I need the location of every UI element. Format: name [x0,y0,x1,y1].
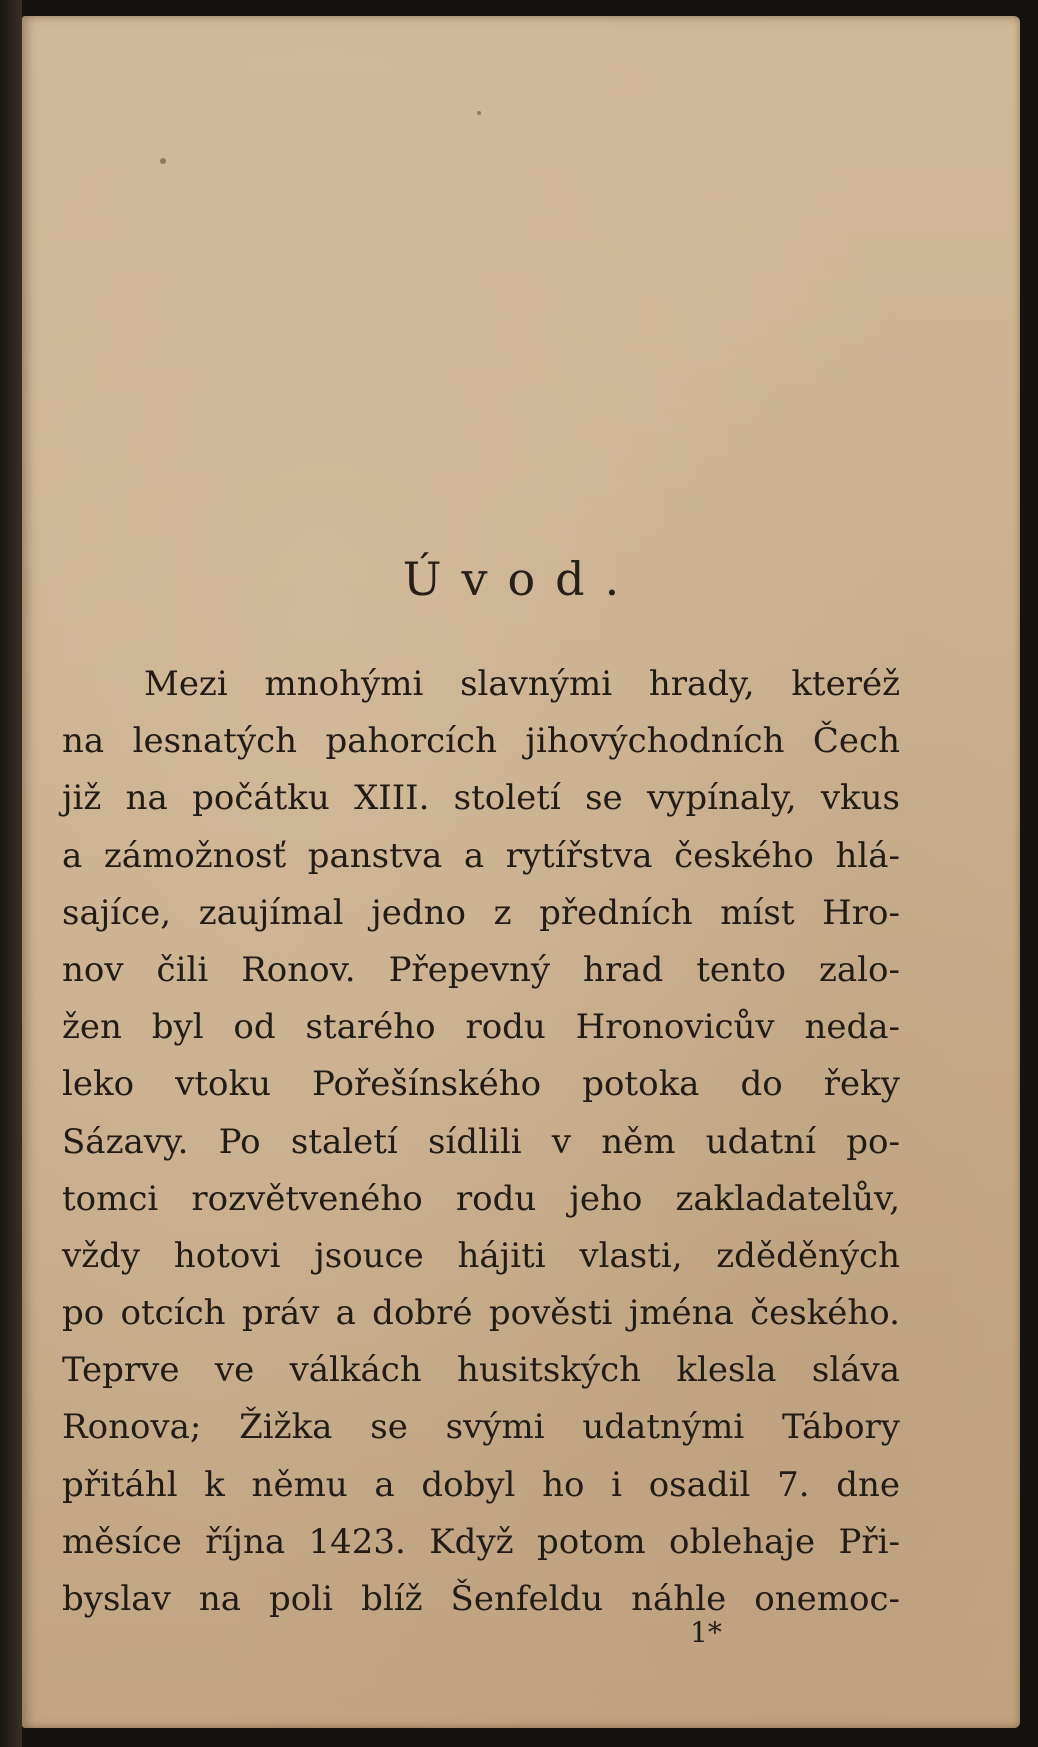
text-line: byslav na poli blíž Šenfeldu náhle onemoc- [62,1579,900,1619]
text-line: nov čili Ronov. Přepevný hrad tento zalo- [62,949,900,990]
book-binding [0,0,22,1747]
text-line: leko vtoku Pořešínského potoka do řeky [62,1064,900,1105]
book-page [22,16,1020,1728]
text-line: Mezi mnohými slavnými hrady, kteréž [144,664,900,704]
text-line: již na počátku XIII. století se vypínaly, vkus [62,778,900,819]
text-line: po otcích práv a dobré pověsti jména českého. [62,1293,900,1334]
text-line: Teprve ve válkách husitských klesla sláva [62,1350,900,1391]
paper-spot [477,111,481,115]
text-line: vždy hotovi jsouce hájiti vlasti, zděděných [62,1235,900,1276]
chapter-title: Úvod. [402,552,640,606]
text-line: a zámožnosť panstva a rytířstva českého hlá- [62,835,900,876]
text-line: na lesnatých pahorcích jihovýchodních Čech [62,721,900,762]
text-line: přitáhl k němu a dobyl ho i osadil 7. dne [62,1464,900,1505]
text-line: tomci rozvětveného rodu jeho zakladatelův, [62,1178,900,1219]
paper-spot [160,158,166,164]
body-text [62,656,900,1628]
signature-mark: 1* [690,1616,722,1649]
text-line: Ronova; Žižka se svými udatnými Tábory [62,1407,900,1448]
text-line: žen byl od starého rodu Hronovicův neda- [62,1007,900,1048]
text-line: sajíce, zaujímal jedno z předních míst Hro- [62,892,900,933]
text-line: Sázavy. Po staletí sídlili v něm udatní po- [62,1121,900,1162]
text-line: měsíce října 1423. Když potom oblehaje Při- [62,1521,900,1562]
